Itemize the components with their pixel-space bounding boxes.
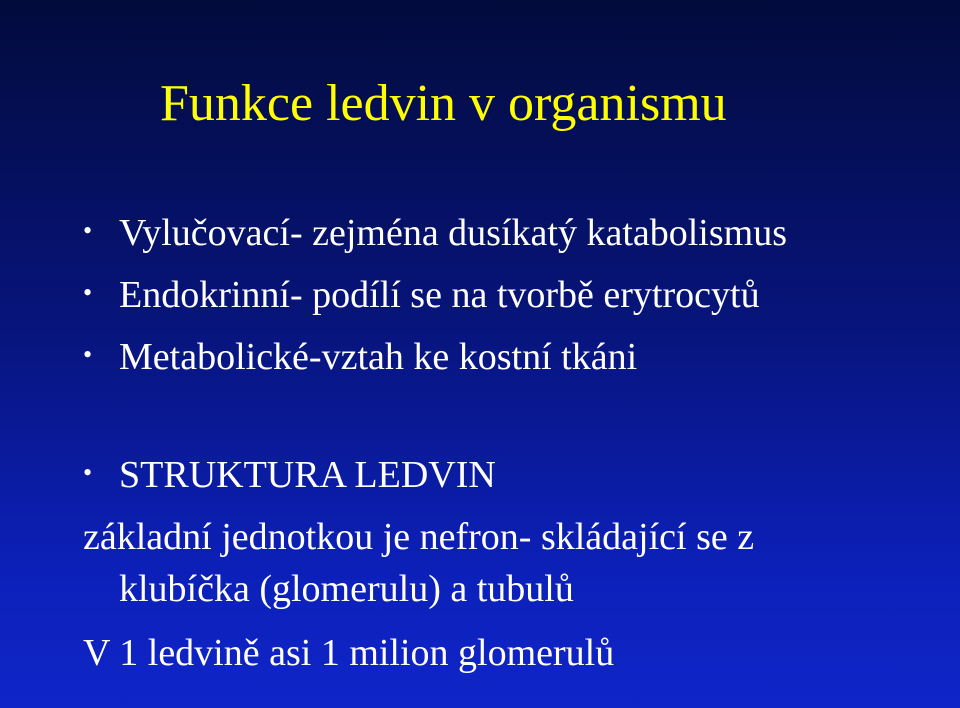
paragraph-line-2: klubíčka (glomerulu) a tubulů — [119, 568, 574, 610]
bullet-text: Vylučovací- zejména dusíkatý katabolismus — [119, 212, 787, 254]
paragraph-line-1: základní jednotkou je nefron- skládající se z — [83, 516, 755, 558]
bullet-item-excretory — [83, 214, 787, 252]
bullet-icon: • — [83, 340, 93, 369]
bullet-item-endocrine — [83, 276, 760, 314]
slide-title: Funkce ledvin v organismu — [160, 75, 727, 132]
bullet-icon: • — [83, 216, 93, 245]
bullet-text: Endokrinní- podílí se na tvorbě erytrocytů — [119, 274, 760, 316]
bullet-item-metabolic — [83, 338, 637, 376]
bullet-icon: • — [83, 458, 93, 487]
bullet-item-structure — [83, 456, 496, 494]
paragraph-line-3: V 1 ledvině asi 1 milion glomerulů — [83, 632, 615, 674]
bullet-text: STRUKTURA LEDVIN — [119, 454, 496, 496]
bullet-text: Metabolické-vztah ke kostní tkáni — [119, 336, 638, 378]
bullet-icon: • — [83, 278, 93, 307]
